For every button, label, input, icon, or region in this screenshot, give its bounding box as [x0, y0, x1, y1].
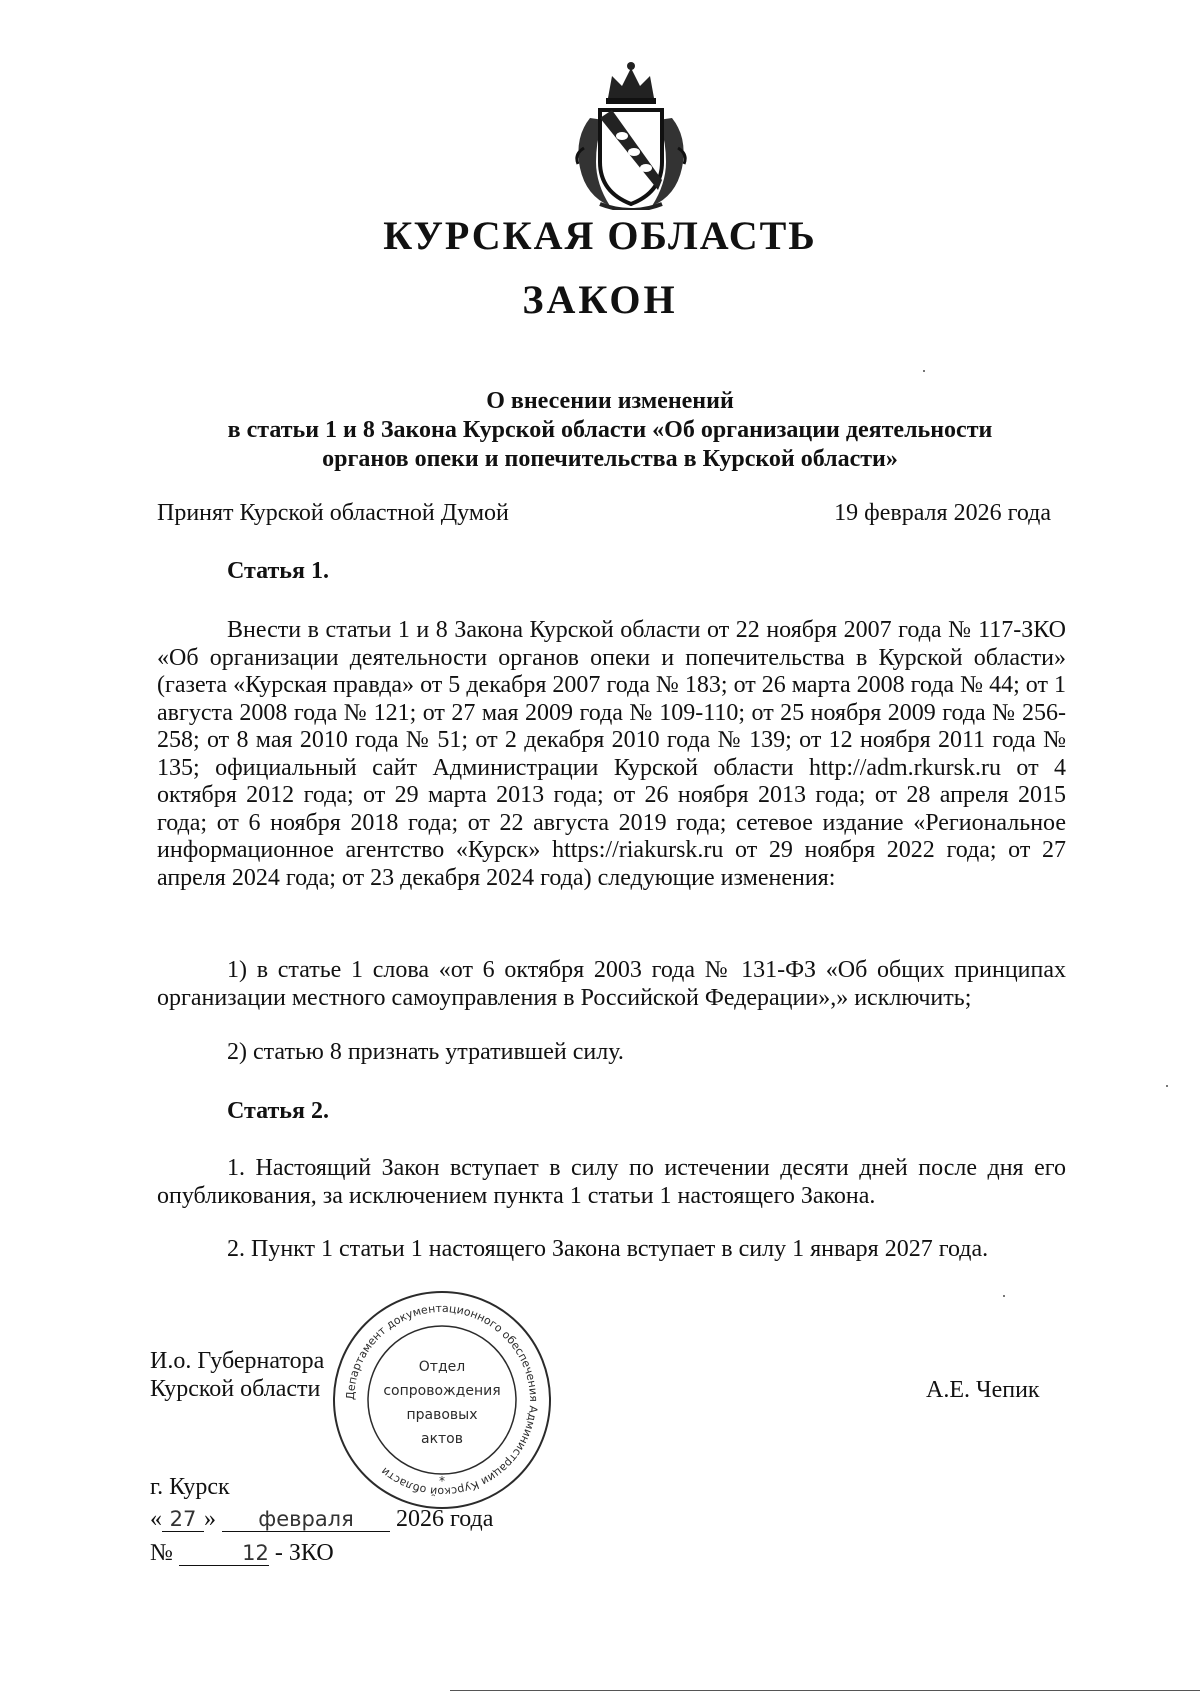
- law-title-line: органов опеки и попечительства в Курской области»: [322, 446, 898, 472]
- region-name: КУРСКАЯ ОБЛАСТЬ: [383, 213, 817, 258]
- article-1-item-2: 2) статью 8 признать утратившей силу.: [227, 1039, 624, 1065]
- stamp-ring-text: Департамент документационного обеспечения Администрации Курской области: [343, 1301, 541, 1499]
- adoption-date: 19 февраля 2026 года: [834, 500, 1051, 526]
- stamp-star-icon: *: [439, 1474, 445, 1488]
- article-2-heading: Статья 2.: [227, 1098, 329, 1124]
- date-year: 2026 года: [396, 1506, 494, 1532]
- date-month: февраля: [222, 1507, 390, 1532]
- number-suffix: - ЗКО: [274, 1540, 334, 1566]
- adoption-line: [157, 500, 1051, 527]
- stamp-line: Отдел: [418, 1359, 466, 1375]
- article-1-body: Внести в статьи 1 и 8 Закона Курской области от 22 ноября 2007 года № 117-ЗКО «Об организации деятельности органов опеки и попечительства в Курской области» (газета «Курская правда» от 5 декабря 2007 года № 183; от 26 марта 2008 года № 44; от 1 августа 2008 года № 121; от 27 мая 2009 года № 109-110; от 25 ноября 2009 года № 256-258; от 8 мая 2010 года № 51; от 2 декабря 2010 года № 139; от 12 ноября 2011 года № 135; официальный сайт Администрации Курской области http://adm.rkursk.ru от 4 октября 2012 года; от 29 марта 2013 года; от 26 ноября 2013 года; от 28 апреля 2015 года; от 6 ноября 2018 года; от 22 августа 2019 года; сетевое издание «Региональное информационное агентство «Курск» https://riakursk.ru от 29 ноября 2022 года; от 27 апреля 2024 года; от 23 декабря 2024 года) следующие изменения:: [157, 617, 1066, 891]
- signatory-position-line: И.о. Губернатора: [150, 1348, 325, 1374]
- date-close-quote: »: [204, 1506, 216, 1532]
- document-type: ЗАКОН: [522, 277, 678, 322]
- law-title-line: О внесении изменений: [486, 388, 734, 414]
- footer-rule: [450, 1690, 1200, 1691]
- article-2-paragraph-2: 2. Пункт 1 статьи 1 настоящего Закона вступает в силу 1 января 2027 года.: [227, 1236, 989, 1262]
- article-2-paragraph-1: 1. Настоящий Закон вступает в силу по истечении десяти дней после дня его опубликования, за исключением пункта 1 статьи 1 настоящего Закона.: [157, 1155, 1066, 1209]
- article-1-item-1: 1) в статье 1 слова «от 6 октября 2003 года № 131-ФЗ «Об общих принципах организации местного самоуправления в Российской Федерации»,» исключить;: [157, 957, 1066, 1011]
- stamp-line: правовых: [406, 1407, 478, 1423]
- date-open-quote: «: [150, 1506, 162, 1532]
- scan-speck: [923, 370, 925, 372]
- signatory-name: А.Е. Чепик: [926, 1377, 1040, 1403]
- article-1-heading: Статья 1.: [227, 558, 329, 584]
- kursk-coat-of-arms-icon: [570, 58, 692, 210]
- number-prefix: №: [150, 1540, 173, 1566]
- law-number: [150, 1540, 334, 1567]
- scan-speck: [1003, 1295, 1005, 1297]
- number-value: 12: [179, 1541, 269, 1566]
- scan-speck: [1166, 1085, 1168, 1087]
- adopted-by: Принят Курской областной Думой: [157, 500, 509, 526]
- stamp-line: актов: [420, 1431, 464, 1447]
- stamp-line: сопровождения: [383, 1383, 501, 1399]
- law-title-line: в статьи 1 и 8 Закона Курской области «Об организации деятельности: [227, 417, 993, 443]
- law-title: [150, 387, 1070, 474]
- signatory-position: [150, 1347, 324, 1403]
- date-day: 27: [162, 1507, 204, 1532]
- signing-place: г. Курск: [150, 1474, 230, 1500]
- signatory-position-line: Курской области: [150, 1376, 321, 1402]
- department-stamp: [327, 1285, 557, 1515]
